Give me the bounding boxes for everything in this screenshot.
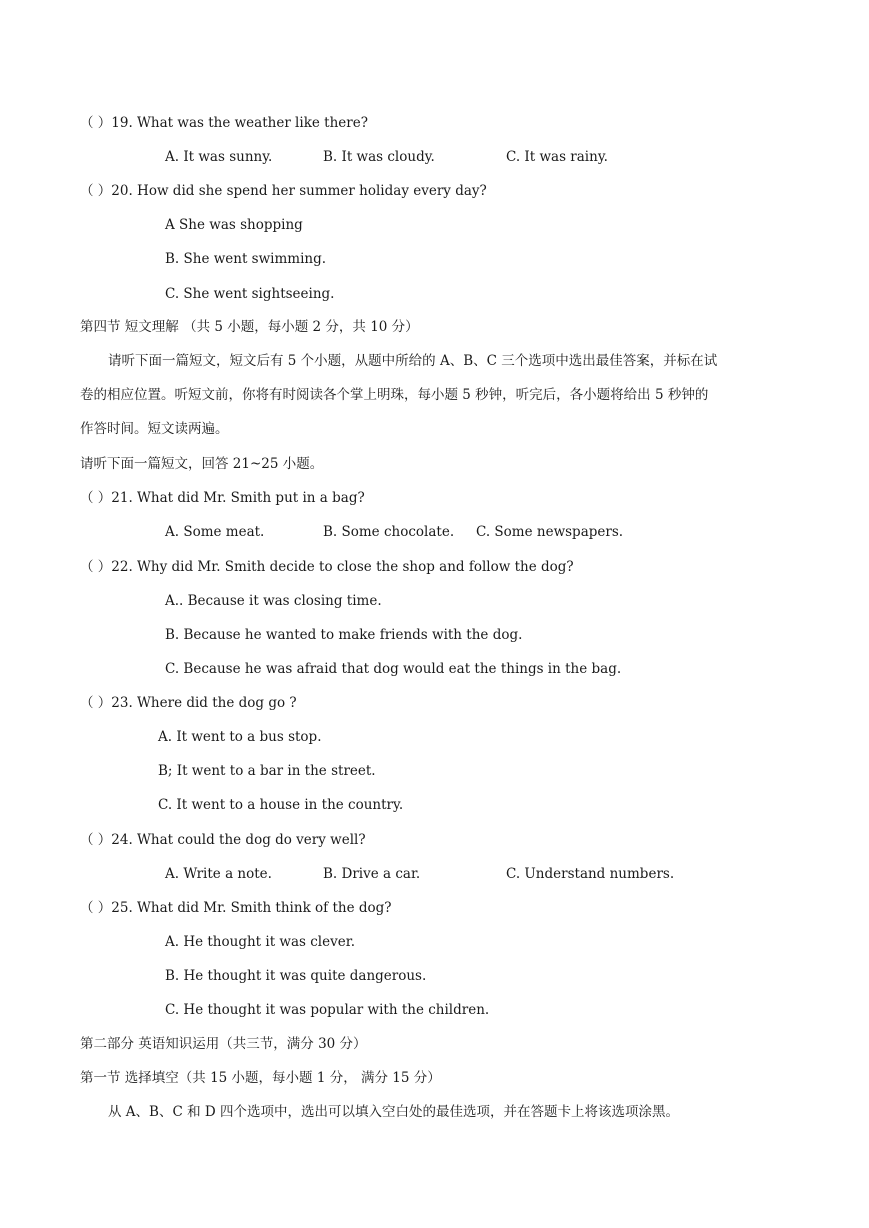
q23-option-b: B; It went to a bar in the street. bbox=[158, 763, 376, 779]
q20-option-a: A She was shopping bbox=[165, 217, 303, 233]
q24-option-b: B. Drive a car. bbox=[323, 866, 421, 882]
section4-instructions-2: 卷的相应位置。听短文前，你将有时阅读各个掌上明珠，每小题 5 秒钟，听完后，各小题将给出 5 秒钟的 bbox=[80, 387, 709, 403]
q22-option-c: C. Because he was afraid that dog would eat the things in the bag. bbox=[165, 661, 622, 677]
q20-option-b: B. She went swimming. bbox=[165, 251, 327, 267]
question-20: （ ）20. How did she spend her summer holiday every day? bbox=[80, 183, 487, 199]
question-22: （ ）22. Why did Mr. Smith decide to close the shop and follow the dog? bbox=[80, 559, 574, 575]
q25-option-a: A. He thought it was clever. bbox=[165, 934, 355, 950]
q21-option-a: A. Some meat. bbox=[165, 524, 265, 540]
question-25: （ ）25. What did Mr. Smith think of the dog? bbox=[80, 900, 392, 916]
question-21: （ ）21. What did Mr. Smith put in a bag? bbox=[80, 490, 365, 506]
q25-option-b: B. He thought it was quite dangerous. bbox=[165, 968, 427, 984]
section4-heading: 第四节 短文理解 （共 5 小题，每小题 2 分，共 10 分） bbox=[80, 319, 419, 335]
q25-option-c: C. He thought it was popular with the children. bbox=[165, 1002, 490, 1018]
q24-option-a: A. Write a note. bbox=[165, 866, 272, 882]
part2-section1-instructions: 从 A、B、C 和 D 四个选项中，选出可以填入空白处的最佳选项，并在答题卡上将该选项涂黑。 bbox=[108, 1104, 679, 1120]
section4-instructions-3: 作答时间。短文读两遍。 bbox=[80, 421, 229, 437]
q23-option-a: A. It went to a bus stop. bbox=[158, 729, 322, 745]
q21-option-c: C. Some newspapers. bbox=[476, 524, 624, 540]
section4-instructions-1: 请听下面一篇短文，短文后有 5 个小题，从题中所给的 A、B、C 三个选项中选出最佳答案，并标在试 bbox=[108, 353, 718, 369]
q24-option-c: C. Understand numbers. bbox=[506, 866, 675, 882]
question-23: （ ）23. Where did the dog go ? bbox=[80, 695, 297, 711]
q22-option-b: B. Because he wanted to make friends with the dog. bbox=[165, 627, 523, 643]
q20-option-c: C. She went sightseeing. bbox=[165, 286, 335, 302]
section4-prompt: 请听下面一篇短文，回答 21~25 小题。 bbox=[80, 456, 324, 472]
q19-option-c: C. It was rainy. bbox=[506, 149, 608, 165]
question-19: （ ）19. What was the weather like there? bbox=[80, 115, 368, 131]
q19-option-a: A. It was sunny. bbox=[165, 149, 273, 165]
q23-option-c: C. It went to a house in the country. bbox=[158, 797, 404, 813]
part2-heading: 第二部分 英语知识运用（共三节，满分 30 分） bbox=[80, 1036, 367, 1052]
q19-option-b: B. It was cloudy. bbox=[323, 149, 435, 165]
question-24: （ ）24. What could the dog do very well? bbox=[80, 832, 366, 848]
q22-option-a: A.. Because it was closing time. bbox=[165, 593, 382, 609]
q21-option-b: B. Some chocolate. bbox=[323, 524, 455, 540]
part2-section1-heading: 第一节 选择填空（共 15 小题，每小题 1 分， 满分 15 分） bbox=[80, 1070, 441, 1086]
